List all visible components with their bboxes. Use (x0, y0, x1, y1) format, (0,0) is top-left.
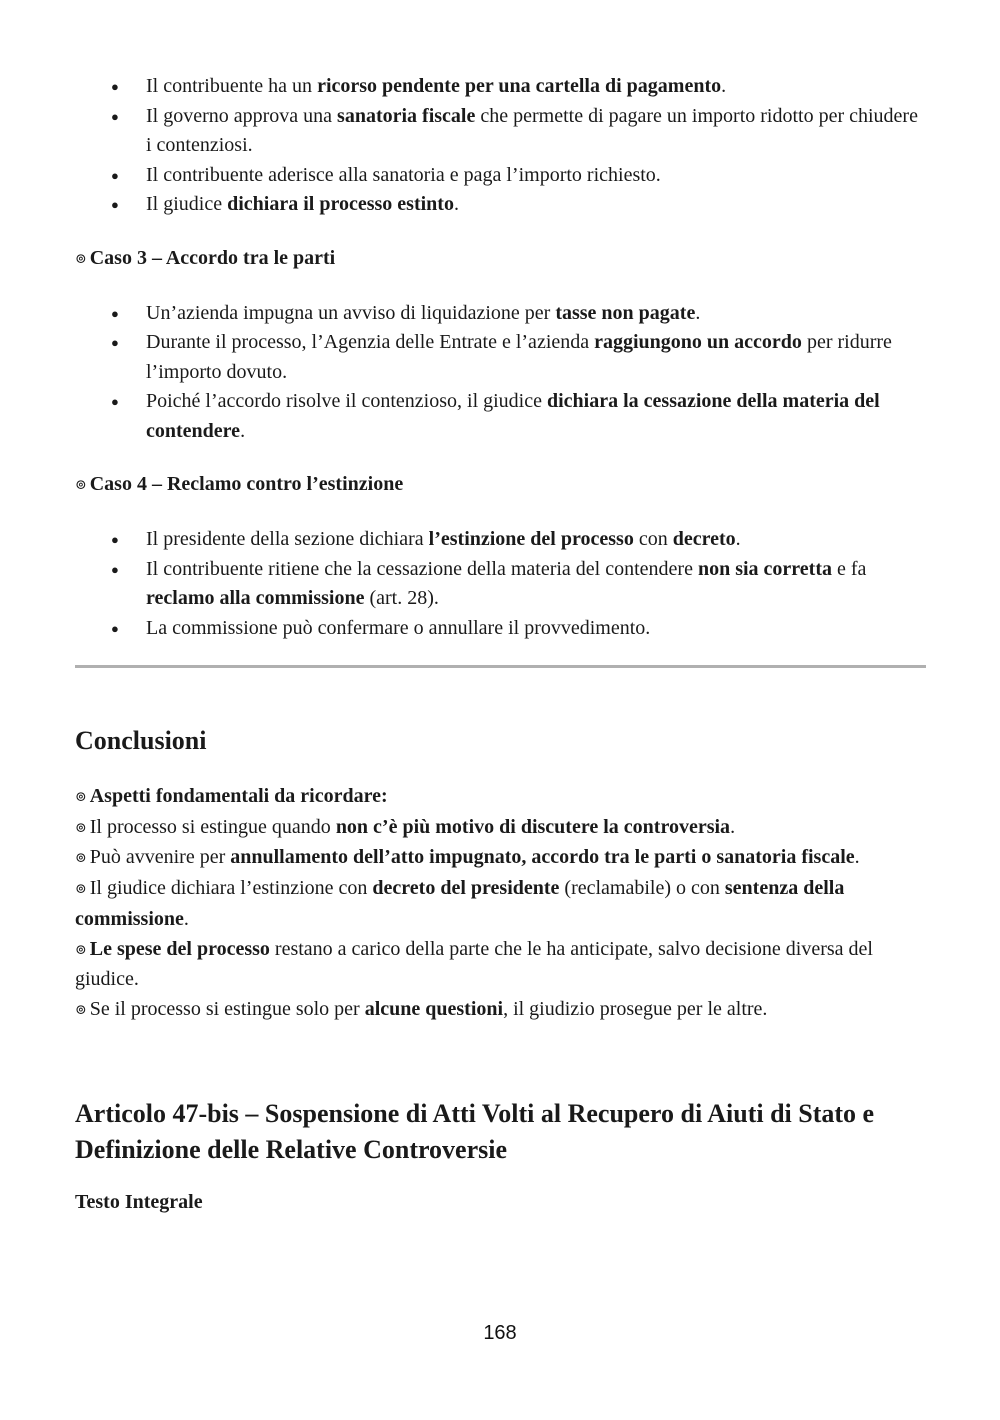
text-run: . (730, 815, 736, 838)
list-item (146, 328, 926, 387)
article-subheading: Testo Integrale (75, 1190, 203, 1213)
text-run: Il giudice dichiara l’estinzione con (89, 877, 373, 900)
section-divider (75, 665, 926, 668)
text-run: Il giudice (146, 193, 228, 215)
text-run: Se il processo si estingue solo per (89, 997, 365, 1020)
text-run: Il governo approva una (146, 104, 338, 127)
conclusion-point (75, 843, 926, 874)
rosette-icon: ⊚ (75, 882, 87, 898)
page-number: 168 (483, 1322, 517, 1344)
text-run: Un’azienda impugna un avviso di liquidazione per (146, 301, 556, 324)
text-run: . (695, 301, 701, 324)
list-item (146, 72, 926, 102)
document-page (75, 72, 926, 1217)
text-run: per ridurre l’importo dovuto. (146, 331, 892, 383)
case-3-title: Caso 3 – Accordo tra le parti (89, 246, 336, 269)
bullet-list-case3 (75, 299, 926, 447)
bold-text: l’estinzione del processo (428, 528, 634, 550)
list-item (146, 161, 926, 191)
case-3-heading (75, 244, 926, 274)
bold-text: non c’è più motivo di discutere la controversia (335, 815, 731, 838)
text-run: , il giudizio prosegue per le altre. (503, 997, 768, 1020)
list-item (146, 102, 926, 161)
text-run: . (721, 75, 727, 97)
rosette-icon: ⊚ (75, 942, 87, 958)
text-run: Il contribuente aderisce alla sanatoria e paga l’importo richiesto. (146, 163, 661, 186)
bold-text: non sia corretta (697, 557, 833, 580)
bold-text: tasse non pagate (555, 301, 696, 324)
text-run: (reclamabile) o con (559, 877, 725, 900)
bold-text: dichiara il processo estinto (227, 193, 454, 215)
text-run: con (633, 528, 673, 550)
rosette-icon: ⊚ (75, 251, 87, 267)
case-4-title: Caso 4 – Reclamo contro l’estinzione (89, 473, 404, 495)
conclusion-point (75, 995, 926, 1026)
text-run: . (735, 528, 741, 550)
list-item (146, 190, 926, 220)
text-run: Il contribuente ha un (146, 75, 318, 97)
rosette-icon: ⊚ (75, 478, 87, 493)
text-run: Il processo si estingue quando (89, 815, 336, 838)
text-run: . (854, 846, 860, 869)
bold-text: decreto (672, 528, 736, 550)
text-run: (art. 28). (364, 587, 439, 609)
conclusion-point (75, 874, 926, 934)
bold-text: Le spese del processo (89, 937, 270, 960)
bold-text: Aspetti fondamentali da ricordare: (89, 785, 388, 807)
conclusion-point (75, 935, 926, 995)
text-run: . (453, 193, 459, 215)
list-item (146, 525, 926, 555)
rosette-icon: ⊚ (75, 851, 87, 867)
text-run: e fa (832, 557, 867, 580)
case-4-heading (75, 470, 926, 500)
conclusion-point (75, 813, 926, 844)
text-run: Durante il processo, l’Agenzia delle Entrate e l’azienda (146, 331, 595, 353)
bold-text: annullamento dell’atto impugnato, accordo tra le parti o sanatoria fiscale (230, 846, 855, 869)
text-run: restano a carico della parte che le ha anticipate, salvo decisione diversa del giudice. (75, 937, 873, 991)
bold-text: reclamo alla commissione (146, 587, 365, 609)
conclusion-point (75, 782, 926, 813)
list-item (146, 555, 926, 614)
text-run: che permette di pagare un importo ridotto per chiudere i contenziosi. (146, 104, 918, 156)
bold-text: sentenza della commissione (75, 877, 845, 930)
text-run: Il contribuente ritiene che la cessazione della materia del contendere (146, 557, 698, 580)
bullet-list-case2 (75, 72, 926, 220)
conclusions-heading: Conclusioni (75, 726, 207, 755)
bullet-list-case4 (75, 525, 926, 643)
article-heading: Articolo 47-bis – Sospensione di Atti Volti al Recupero di Aiuti di Stato e Definizione delle Relative Controversie (75, 1098, 875, 1164)
bold-text: alcune questioni (364, 997, 504, 1020)
text-run: Può avvenire per (89, 846, 231, 869)
text-run: La commissione può confermare o annullare il provvedimento. (146, 616, 651, 639)
bold-text: dichiara la cessazione della materia del contendere (146, 390, 880, 442)
list-item (146, 614, 926, 644)
text-run: . (240, 419, 246, 442)
conclusions-body (75, 782, 926, 1026)
text-run: Il presidente della sezione dichiara (146, 528, 429, 550)
rosette-icon: ⊚ (75, 820, 87, 836)
bold-text: decreto del presidente (372, 877, 560, 900)
rosette-icon: ⊚ (75, 1002, 87, 1018)
bold-text: sanatoria fiscale (337, 104, 476, 127)
list-item (146, 299, 926, 329)
text-run: Poiché l’accordo risolve il contenzioso, il giudice (146, 390, 547, 412)
text-run: . (183, 907, 189, 930)
bold-text: ricorso pendente per una cartella di pagamento (317, 75, 722, 97)
bold-text: raggiungono un accordo (594, 331, 802, 353)
rosette-icon: ⊚ (75, 790, 87, 805)
list-item (146, 387, 926, 446)
